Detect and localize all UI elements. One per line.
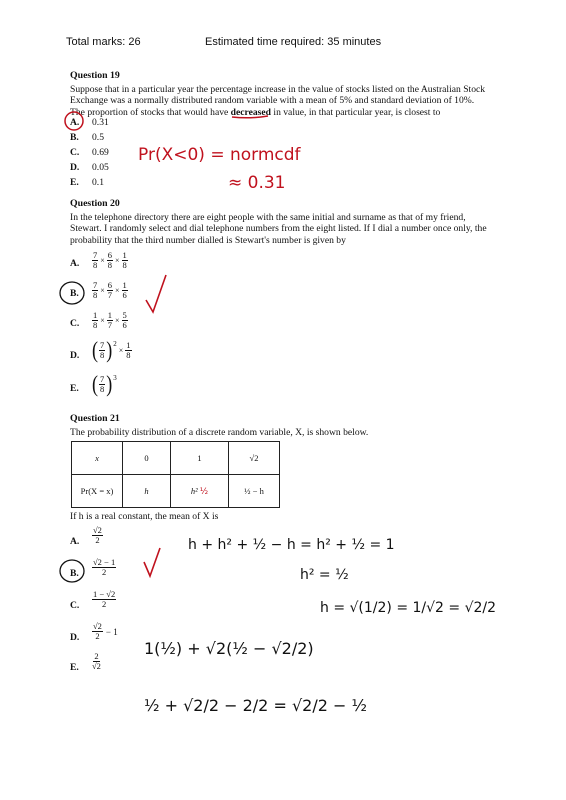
q19-option-e[interactable]: E. 0.1 <box>70 177 104 188</box>
q21-option-a-key[interactable]: A. <box>70 536 80 547</box>
q19-handwriting-normcdf: Pr(X<0) = normcdf <box>138 145 301 165</box>
question-19-text-2: Exchange was a normally distributed random variable with a mean of 5% and standard deviation of 10%. <box>70 95 475 107</box>
q19-option-b[interactable]: B. 0.5 <box>70 132 104 143</box>
q21-option-d-key[interactable]: D. <box>70 632 80 643</box>
q21-option-e-key[interactable]: E. <box>70 662 79 673</box>
q21-answer-circle <box>60 560 84 582</box>
estimated-time: Estimated time required: 35 minutes <box>205 36 382 48</box>
question-21-text-1: The probability distribution of a discrete random variable, X, is shown below. <box>70 426 369 438</box>
q20-option-c-key[interactable]: C. <box>70 318 80 329</box>
q20-tick-mark <box>146 275 166 312</box>
table-header-x: x <box>72 442 123 475</box>
q19-handwriting-result: ≈ 0.31 <box>228 173 286 193</box>
q21-working-line-3: h = √(1/2) = 1/√2 = √2/2 <box>320 600 497 616</box>
q19-option-d[interactable]: D. 0.05 <box>70 162 109 173</box>
table-pr-root2: ½ − h <box>229 475 280 508</box>
q21-option-c-expression: 1 − √2 2 <box>93 589 116 609</box>
question-20-title: Question 20 <box>70 198 120 209</box>
table-pr-1: h² ½ <box>171 475 229 508</box>
q19-answer-circle <box>65 112 83 130</box>
question-20-text-1: In the telephone directory there are eight people with the same initial and surname as that of my friend, <box>70 211 466 223</box>
q19-underline-mark <box>232 116 268 118</box>
table-x-0: 0 <box>123 442 171 475</box>
table-header-pr: Pr(X = x) <box>72 475 123 508</box>
q20-option-a-expression: $\frac{7}{8}$ × $\frac{6}{8}$ × $\frac{1}{8}$ <box>93 250 127 270</box>
table-x-root2: √2 <box>229 442 280 475</box>
question-19-text-1: Suppose that in a particular year the percentage increase in the value of stocks listed on the Australian Stock <box>70 83 486 95</box>
q21-option-a-expression: √2 2 <box>93 525 102 545</box>
q19-option-c[interactable]: C. 0.69 <box>70 147 109 158</box>
q21-option-d-expression: √2 2 − 1 <box>93 621 118 641</box>
q21-option-b-key[interactable]: B. <box>70 568 79 579</box>
q20-option-b-key[interactable]: B. <box>70 288 79 299</box>
question-21-text-2: If h is a real constant, the mean of X is <box>70 511 219 522</box>
q21-option-e-expression: 2 √2 <box>92 651 101 671</box>
q19-option-a[interactable]: A. 0.31 <box>70 117 109 128</box>
question-19-text-3: The proportion of stocks that would have decreased in value, in that particular year, is closest to <box>70 106 441 118</box>
q20-option-d-key[interactable]: D. <box>70 350 80 361</box>
q20-answer-circle <box>60 282 84 304</box>
table-x-1: 1 <box>171 442 229 475</box>
q21-working-line-2: h² = ½ <box>300 567 349 583</box>
q20-option-e-expression: ( 7 8 ) $^3$ <box>92 370 117 397</box>
total-marks: Total marks: 26 <box>66 36 141 48</box>
table-pr-0: h <box>123 475 171 508</box>
q20-option-e-key[interactable]: E. <box>70 383 79 394</box>
q21-working-line-5: ½ + √2/2 − 2/2 = √2/2 − ½ <box>144 696 367 715</box>
q20-option-a-key[interactable]: A. <box>70 258 80 269</box>
q20-option-b-expression: $\frac{7}{8}$ × $\frac{6}{7}$ × $\frac{1}{6}$ <box>93 280 127 300</box>
q21-working-line-4: 1(½) + √2(½ − √2/2) <box>144 639 314 658</box>
question-19-title: Question 19 <box>70 70 120 81</box>
q21-option-c-key[interactable]: C. <box>70 600 80 611</box>
question-21-title: Question 21 <box>70 413 120 424</box>
question-20-text-2: Stewart. I randomly select and dial telephone numbers from the eight listed. If I dial a number once only, the <box>70 223 487 235</box>
question-20-text-3: probability that the third number dialled is Stewart's number is given by <box>70 234 346 246</box>
q21-option-b-expression: √2 − 1 2 <box>93 557 116 577</box>
q20-option-c-expression: $\frac{1}{8}$ × $\frac{1}{7}$ × $\frac{5}{6}$ <box>93 310 127 330</box>
q21-working-line-1: h + h² + ½ − h = h² + ½ = 1 <box>188 537 395 553</box>
q20-option-d-expression: ( 7 8 ) $^2$ × $\frac{1}{8}$ <box>92 336 131 363</box>
q21-tick-mark <box>144 548 160 576</box>
